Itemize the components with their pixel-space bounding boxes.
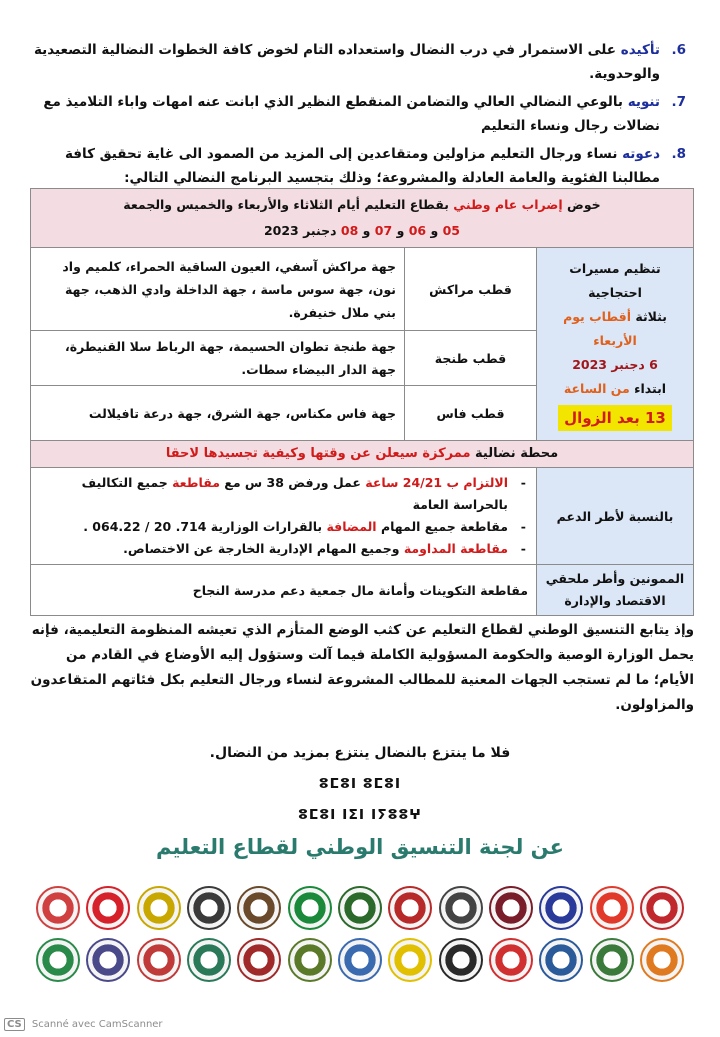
table-row bbox=[31, 248, 694, 331]
list-text: على الاستمرار في درب النضال واستعداده التام لخوض كافة الخطوات النضالية التصعيدية والوحدوية. bbox=[33, 42, 660, 82]
pole-regions-cell bbox=[31, 248, 405, 331]
date-month: دجنبر 2023 bbox=[263, 223, 337, 238]
station-hl: ممركزة سيعلن عن وقتها وكيفية تجسيدها لاحقا bbox=[165, 446, 471, 461]
station-pre: محطة نضالية bbox=[475, 446, 559, 461]
support-measures-list bbox=[39, 472, 528, 560]
pole-name-cell bbox=[405, 386, 537, 441]
treasurers-text-cell bbox=[31, 565, 537, 616]
closing-paragraph: وإذ يتابع التنسيق الوطني لقطاع التعليم عن كثب الوضع المتأزم الذي تعيشه المنظومة التعليمية، فإنه يحمل الوزارة الوصية والحكومة المسؤولية الكاملة فيما آلت وستؤول إليه الأوضاع في القادم من الأيام؛ ما لم تستجب الجهات المعنية للمطالب المشروعة لنساء ورجال التعليم بكل فئاتهم المتقاعدون والمزاولون. bbox=[30, 622, 694, 713]
list-number: 6. bbox=[671, 42, 686, 58]
march-date: 6 دجنبر 2023 bbox=[572, 357, 658, 372]
strike-header-cell bbox=[31, 189, 694, 248]
slogan: فلا ما ينتزع بالنضال ينتزع بمزيد من النضال. bbox=[209, 745, 511, 761]
pole-regions: جهة فاس مكناس، جهة الشرق، جهة درعة تافيلالت bbox=[88, 405, 396, 421]
station-cell bbox=[31, 441, 694, 468]
march-line bbox=[545, 377, 685, 401]
list-item bbox=[39, 472, 528, 516]
pole-regions-cell bbox=[31, 386, 405, 441]
union-logo-icon bbox=[590, 886, 634, 930]
list-item bbox=[18, 38, 686, 86]
scanner-footer bbox=[4, 1018, 163, 1031]
union-logo-icon bbox=[439, 886, 483, 930]
table-row bbox=[31, 441, 694, 468]
list-lead: دعوته bbox=[622, 146, 660, 162]
strike-program-table bbox=[30, 188, 694, 616]
union-logo-icon bbox=[288, 886, 332, 930]
list-text: بالوعي النضالي العالي والتضامن المنقطع النظير الذي ابانت عنه امهات واباء التلاميذ مع نضالات رجال ونساء التعليم bbox=[43, 94, 660, 134]
march-line: تنظيم مسيرات احتجاجية bbox=[569, 261, 661, 300]
strike-dates-line bbox=[39, 218, 685, 244]
union-logo-icon bbox=[338, 886, 382, 930]
march-line-pre: بثلاثة bbox=[635, 309, 667, 324]
union-logo-icon bbox=[137, 886, 181, 930]
measure-hl: مقاطعة bbox=[172, 475, 220, 490]
march-line-hl: من الساعة bbox=[563, 381, 630, 396]
pole-name: قطب طنجة bbox=[434, 350, 507, 366]
header-strike: إضراب عام وطني bbox=[453, 197, 563, 212]
support-label: بالنسبة لأطر الدعم bbox=[556, 508, 674, 524]
union-logo-icon bbox=[187, 886, 231, 930]
pole-regions-cell bbox=[31, 331, 405, 386]
committee-signature: عن لجنة التنسيق الوطني لقطاع التعليم bbox=[156, 835, 564, 859]
list-item bbox=[18, 90, 686, 138]
union-logo-icon bbox=[539, 886, 583, 930]
date-conj: و bbox=[396, 223, 405, 238]
union-logo-icon bbox=[590, 938, 634, 982]
tifinagh-line: ⵓⵎⵓⵏ ⵏⵉⵏ ⵏⵢⵓⵓⵖ bbox=[298, 807, 422, 823]
list-lead: تأكيده bbox=[620, 42, 660, 58]
date-conj: و bbox=[430, 223, 439, 238]
union-logo-icon bbox=[640, 938, 684, 982]
measure-text: جميع التكاليف بالحراسة العامة bbox=[81, 475, 508, 512]
scanner-text: Scanné avec CamScanner bbox=[31, 1019, 163, 1030]
union-logo-icon bbox=[489, 886, 533, 930]
pole-name-cell bbox=[405, 331, 537, 386]
list-item bbox=[39, 516, 528, 538]
union-logo-icon bbox=[237, 886, 281, 930]
date-day: 05 bbox=[442, 223, 461, 238]
treasurers-label-cell bbox=[537, 565, 694, 616]
header-pre: خوض bbox=[567, 197, 601, 212]
march-line-hl: أقطاب يوم الأربعاء bbox=[563, 309, 637, 348]
measure-text: مقاطعة جميع المهام bbox=[380, 519, 508, 534]
date-day: 06 bbox=[408, 223, 427, 238]
march-line bbox=[545, 305, 685, 353]
union-logo-icon bbox=[388, 938, 432, 982]
measure-hl: الالتزام ب 24/21 ساعة bbox=[365, 475, 508, 490]
union-logo-icon bbox=[439, 938, 483, 982]
pole-name: قطب مراكش bbox=[429, 281, 512, 297]
union-logo-icon bbox=[187, 938, 231, 982]
pole-name-cell bbox=[405, 248, 537, 331]
camscanner-icon: CS bbox=[4, 1018, 25, 1031]
march-time-wrap bbox=[545, 405, 685, 431]
march-cell bbox=[537, 248, 694, 441]
list-number: 7. bbox=[671, 94, 686, 110]
union-logo-icon bbox=[86, 886, 130, 930]
measure-text: عمل ورفض 38 س مع bbox=[224, 475, 361, 490]
measure-text: بالقرارات الوزارية 714. 20 / 064.22 . bbox=[83, 519, 323, 534]
union-logo-icon bbox=[539, 938, 583, 982]
list-item bbox=[39, 538, 528, 560]
strike-header-line bbox=[39, 192, 685, 218]
date-day: 07 bbox=[374, 223, 393, 238]
union-logo-icon bbox=[86, 938, 130, 982]
treasurers-label: الممونين وأطر ملحقي الاقتصاد والإدارة bbox=[545, 571, 685, 608]
union-logo-icon bbox=[640, 886, 684, 930]
measure-text: وجميع المهام الإدارية الخارجة عن الاختصاص. bbox=[123, 541, 400, 556]
demands-list bbox=[18, 38, 686, 194]
table-row bbox=[31, 565, 694, 616]
measure-hl: مقاطعة المداومة bbox=[403, 541, 508, 556]
union-logo-icon bbox=[36, 886, 80, 930]
table-row bbox=[31, 468, 694, 565]
support-measures-cell bbox=[31, 468, 537, 565]
pole-regions: جهة مراكش آسفي، العيون الساقية الحمراء، كلميم واد نون، جهة سوس ماسة ، جهة الداخلة وادي الذهب، جهة بني ملال خنيفرة. bbox=[62, 258, 396, 320]
union-logo-icon bbox=[338, 938, 382, 982]
union-logo-icon bbox=[36, 938, 80, 982]
union-logo-icon bbox=[137, 938, 181, 982]
pole-name: قطب فاس bbox=[436, 405, 505, 421]
list-lead: تنويه bbox=[627, 94, 660, 110]
header-post: بقطاع التعليم أيام الثلاثاء والأربعاء والخميس والجمعة bbox=[123, 197, 449, 212]
pole-regions: جهة طنجة تطوان الحسيمة، جهة الرباط سلا القنيطرة، جهة الدار البيضاء سطات. bbox=[65, 339, 396, 377]
march-time: 13 بعد الزوال bbox=[558, 405, 672, 431]
support-label-cell bbox=[537, 468, 694, 565]
tifinagh-line: ⵓⵎⵓⵏ ⵓⵎⵓⵏ bbox=[318, 776, 402, 792]
union-logo-icon bbox=[288, 938, 332, 982]
list-text: نساء ورجال التعليم مزاولين ومتقاعدين إلى المزيد من الصمود الى غاية تحقيق كافة مطالبنا الفئوية والعامة العادلة والمشروعة؛ وذلك بتجسيد البرنامج النضالي التالي: bbox=[64, 146, 660, 186]
date-day: 08 bbox=[340, 223, 359, 238]
list-item bbox=[18, 142, 686, 190]
treasurers-text: مقاطعة التكوينات وأمانة مال جمعية دعم مدرسة النجاح bbox=[192, 582, 528, 598]
union-logo-icon bbox=[388, 886, 432, 930]
list-number: 8. bbox=[671, 146, 686, 162]
measure-hl: المضافة bbox=[326, 519, 377, 534]
union-logo-icon bbox=[489, 938, 533, 982]
union-logo-icon bbox=[237, 938, 281, 982]
date-conj: و bbox=[362, 223, 371, 238]
march-line-pre: ابتداء bbox=[634, 381, 667, 396]
table-header-row bbox=[31, 189, 694, 248]
